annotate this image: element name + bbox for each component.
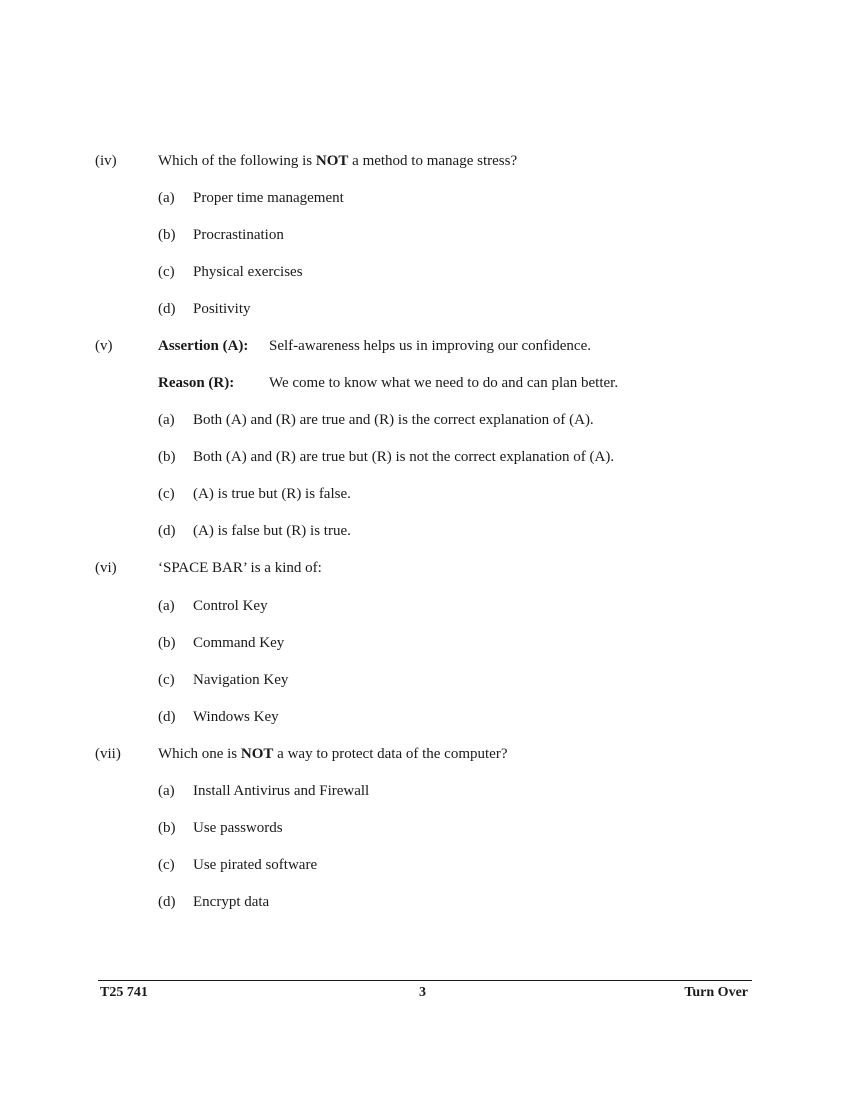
option-label: (d) xyxy=(158,709,176,725)
option-label: (b) xyxy=(158,227,176,243)
option-label: (c) xyxy=(158,486,175,502)
option-label: (c) xyxy=(158,672,175,688)
option-text: Use pirated software xyxy=(193,857,318,873)
option-text: Windows Key xyxy=(193,709,279,725)
option-label: (c) xyxy=(158,264,175,280)
question-number-iv: (iv) xyxy=(95,153,117,169)
option-text: Positivity xyxy=(193,301,251,317)
turn-over-label: Turn Over xyxy=(684,985,748,1000)
question-number-v: (v) xyxy=(95,338,113,354)
assertion-label: Assertion (A): xyxy=(158,338,249,354)
option-label: (a) xyxy=(158,190,175,206)
footer-divider xyxy=(98,980,752,981)
option-label: (d) xyxy=(158,894,176,910)
option-text: Command Key xyxy=(193,635,285,651)
question-stem-vi: ‘SPACE BAR’ is a kind of: xyxy=(158,560,322,576)
option-text: Proper time management xyxy=(193,190,344,206)
option-label: (a) xyxy=(158,598,175,614)
option-text: Procrastination xyxy=(193,227,284,243)
option-text: Navigation Key xyxy=(193,672,289,688)
stem-emphasis: NOT xyxy=(240,746,274,762)
reason-label: Reason (R): xyxy=(158,375,235,391)
option-text: (A) is true but (R) is false. xyxy=(193,486,351,502)
option-text: Both (A) and (R) are true but (R) is not the correct explanation of (A). xyxy=(193,449,615,465)
option-text: Use passwords xyxy=(193,820,283,836)
stem-text: Which one is xyxy=(158,746,241,762)
stem-text: a method to manage stress? xyxy=(348,153,518,169)
option-label: (a) xyxy=(158,412,175,428)
option-label: (b) xyxy=(158,635,176,651)
option-label: (a) xyxy=(158,783,175,799)
option-label: (c) xyxy=(158,857,175,873)
question-number-vi: (vi) xyxy=(95,560,117,576)
question-stem-iv xyxy=(158,152,517,170)
option-label: (d) xyxy=(158,523,176,539)
option-label: (b) xyxy=(158,449,176,465)
option-text: Install Antivirus and Firewall xyxy=(193,783,370,799)
option-text: Control Key xyxy=(193,598,268,614)
option-text: (A) is false but (R) is true. xyxy=(193,523,351,539)
stem-text: a way to protect data of the computer? xyxy=(273,746,508,762)
assertion-text: Self-awareness helps us in improving our confidence. xyxy=(269,338,591,354)
stem-text: Which of the following is xyxy=(158,153,316,169)
option-label: (b) xyxy=(158,820,176,836)
page-number: 3 xyxy=(419,985,426,1000)
option-text: Encrypt data xyxy=(193,894,270,910)
option-label: (d) xyxy=(158,301,176,317)
question-number-vii: (vii) xyxy=(95,746,121,762)
stem-emphasis: NOT xyxy=(315,153,349,169)
question-stem-vii xyxy=(158,745,508,763)
reason-text: We come to know what we need to do and can plan better. xyxy=(269,375,619,391)
option-text: Physical exercises xyxy=(193,264,303,280)
paper-code: T25 741 xyxy=(100,985,148,1000)
option-text: Both (A) and (R) are true and (R) is the correct explanation of (A). xyxy=(193,412,594,428)
